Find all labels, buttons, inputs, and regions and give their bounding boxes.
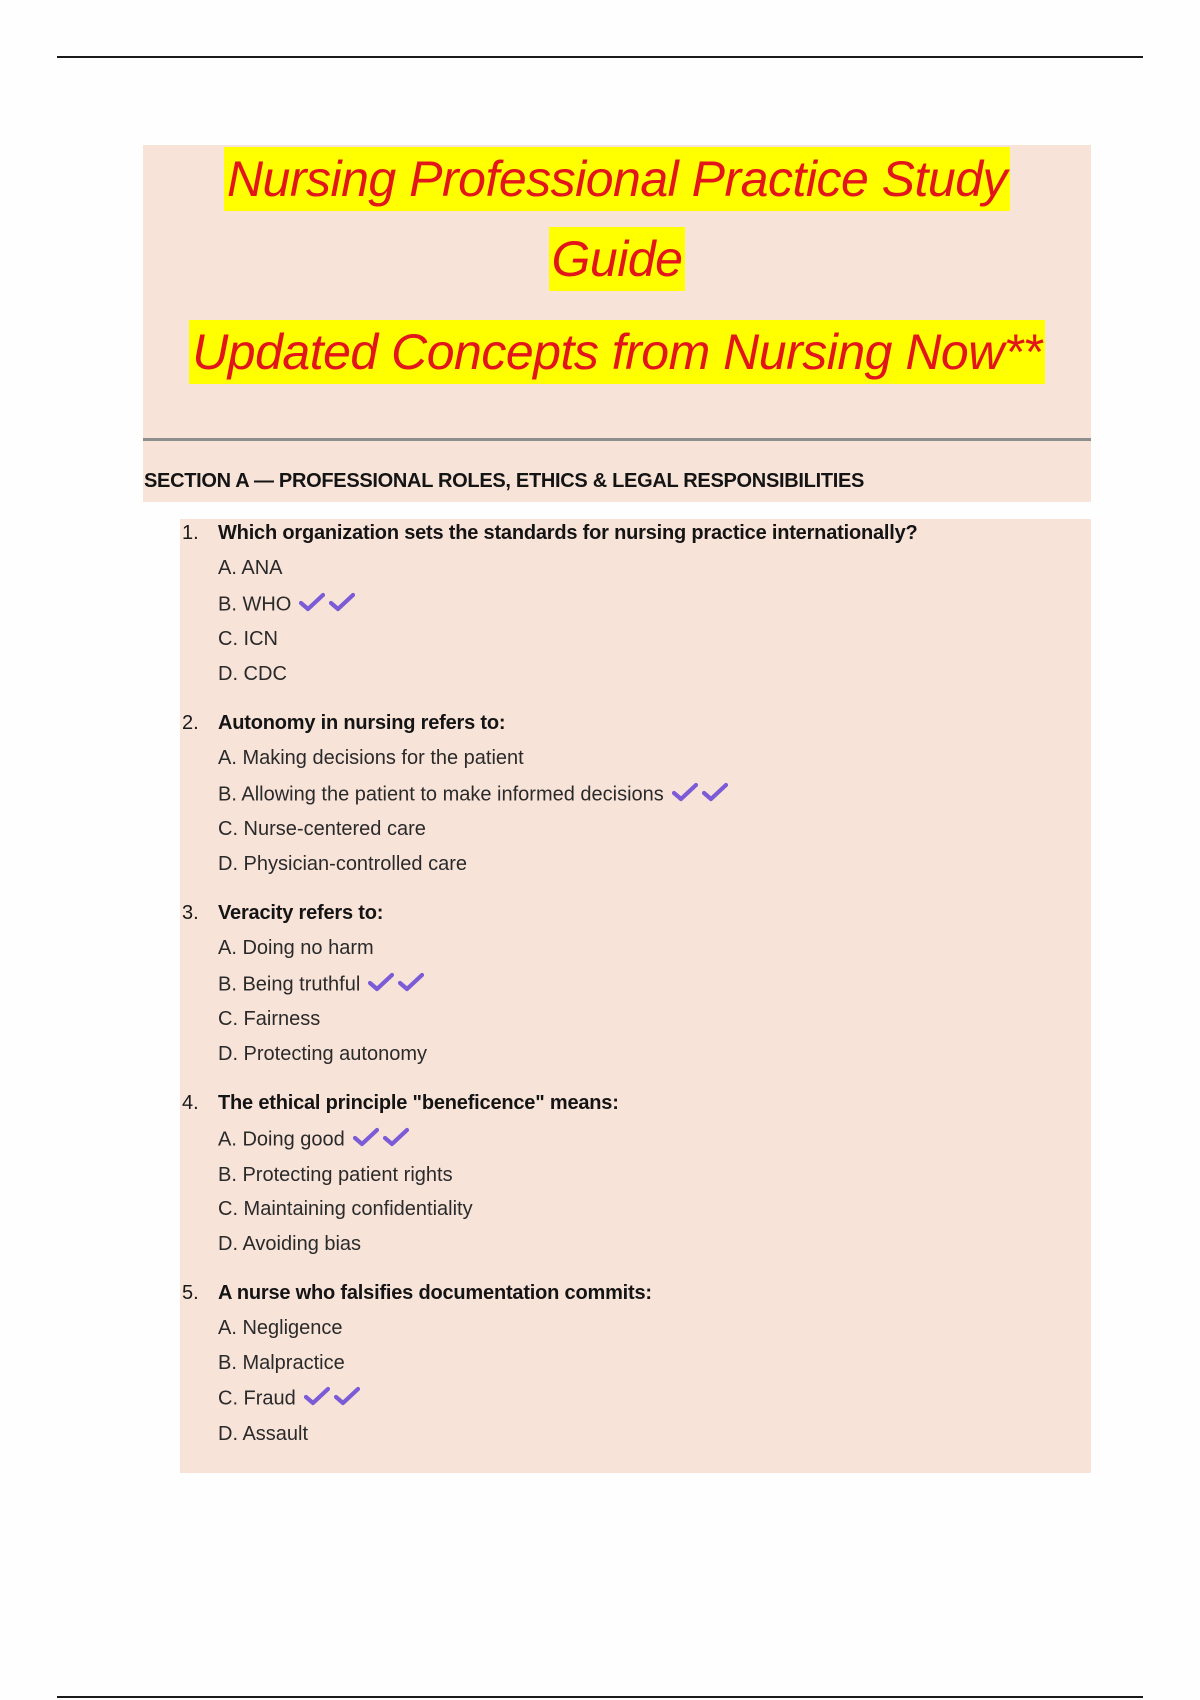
answer-option-label: A. Doing no harm [218, 937, 374, 959]
checkmark-icon [304, 1386, 330, 1412]
question-number: 1. [182, 522, 199, 544]
answer-option [218, 853, 467, 876]
answer-option [218, 747, 524, 770]
checkmark-icon [368, 972, 394, 998]
answer-option-label: C. ICN [218, 628, 278, 650]
checkmark-icon [672, 782, 698, 808]
answer-option [218, 937, 374, 960]
answer-option-label: B. Being truthful [218, 972, 361, 995]
answer-option-label: A. ANA [218, 557, 283, 579]
answer-option-label: C. Maintaining confidentiality [218, 1198, 473, 1220]
answer-option [218, 557, 282, 580]
answer-option [218, 628, 278, 651]
answer-option [218, 818, 426, 841]
answer-option-label: B. Malpractice [218, 1351, 345, 1374]
questions-panel [180, 519, 1091, 1473]
answer-option-label: D. Physician-controlled care [218, 852, 467, 875]
correct-answer-marks [304, 1386, 364, 1412]
correct-answer-marks [368, 972, 428, 998]
document-title-line-1: Nursing Professional Practice Study [224, 147, 1010, 211]
question-number: 2. [182, 712, 199, 734]
answer-option-label: B. Protecting patient rights [218, 1163, 453, 1186]
title-panel [143, 145, 1091, 502]
answer-option-label: B. WHO [218, 592, 292, 615]
answer-option [218, 1127, 413, 1153]
checkmark-icon [353, 1127, 379, 1153]
answer-option-label: D. Avoiding bias [218, 1232, 362, 1255]
checkmark-icon [383, 1127, 409, 1153]
checkmark-icon [398, 972, 424, 998]
question-text: Autonomy in nursing refers to: [218, 712, 506, 734]
answer-option-label: C. Fairness [218, 1008, 321, 1030]
title-divider [143, 438, 1091, 441]
answer-option [218, 1317, 343, 1340]
answer-option [218, 782, 732, 808]
question-text: Veracity refers to: [218, 902, 384, 924]
question-text: Which organization sets the standards for nursing practice internationally? [218, 522, 918, 544]
answer-option-label: D. Assault [218, 1422, 309, 1445]
answer-option [218, 1008, 320, 1031]
answer-option-label: A. Doing good [218, 1128, 345, 1151]
answer-option [218, 1423, 308, 1446]
answer-option [218, 592, 359, 618]
answer-option-label: C. Fraud [218, 1387, 296, 1410]
answer-option-label: B. Allowing the patient to make informed decisions [218, 782, 664, 805]
answer-option-label: D. Protecting autonomy [218, 1042, 427, 1065]
answer-option [218, 1386, 364, 1412]
correct-answer-marks [299, 592, 359, 618]
answer-option-label: A. Negligence [218, 1317, 343, 1339]
question-text: The ethical principle "beneficence" means: [218, 1092, 619, 1114]
correct-answer-marks [353, 1127, 413, 1153]
document-title-line-2: Guide [549, 227, 686, 291]
checkmark-icon [702, 782, 728, 808]
checkmark-icon [299, 592, 325, 618]
answer-option [218, 1043, 427, 1066]
answer-option-label: A. Making decisions for the patient [218, 747, 524, 769]
answer-option [218, 663, 287, 686]
question-number: 4. [182, 1092, 199, 1114]
top-rule [57, 56, 1143, 58]
checkmark-icon [334, 1386, 360, 1412]
answer-option [218, 972, 428, 998]
correct-answer-marks [672, 782, 732, 808]
checkmark-icon [329, 592, 355, 618]
answer-option [218, 1352, 345, 1375]
section-heading: SECTION A — PROFESSIONAL ROLES, ETHICS & LEGAL RESPONSIBILITIES [144, 470, 865, 492]
answer-option-label: C. Nurse-centered care [218, 818, 426, 840]
document-subtitle: Updated Concepts from Nursing Now** [189, 320, 1045, 384]
question-text: A nurse who falsifies documentation commits: [218, 1282, 652, 1304]
question-number: 5. [182, 1282, 199, 1304]
answer-option [218, 1198, 473, 1221]
answer-option [218, 1233, 361, 1256]
bottom-rule [57, 1696, 1143, 1698]
answer-option-label: D. CDC [218, 662, 287, 685]
answer-option [218, 1164, 453, 1187]
question-number: 3. [182, 902, 199, 924]
